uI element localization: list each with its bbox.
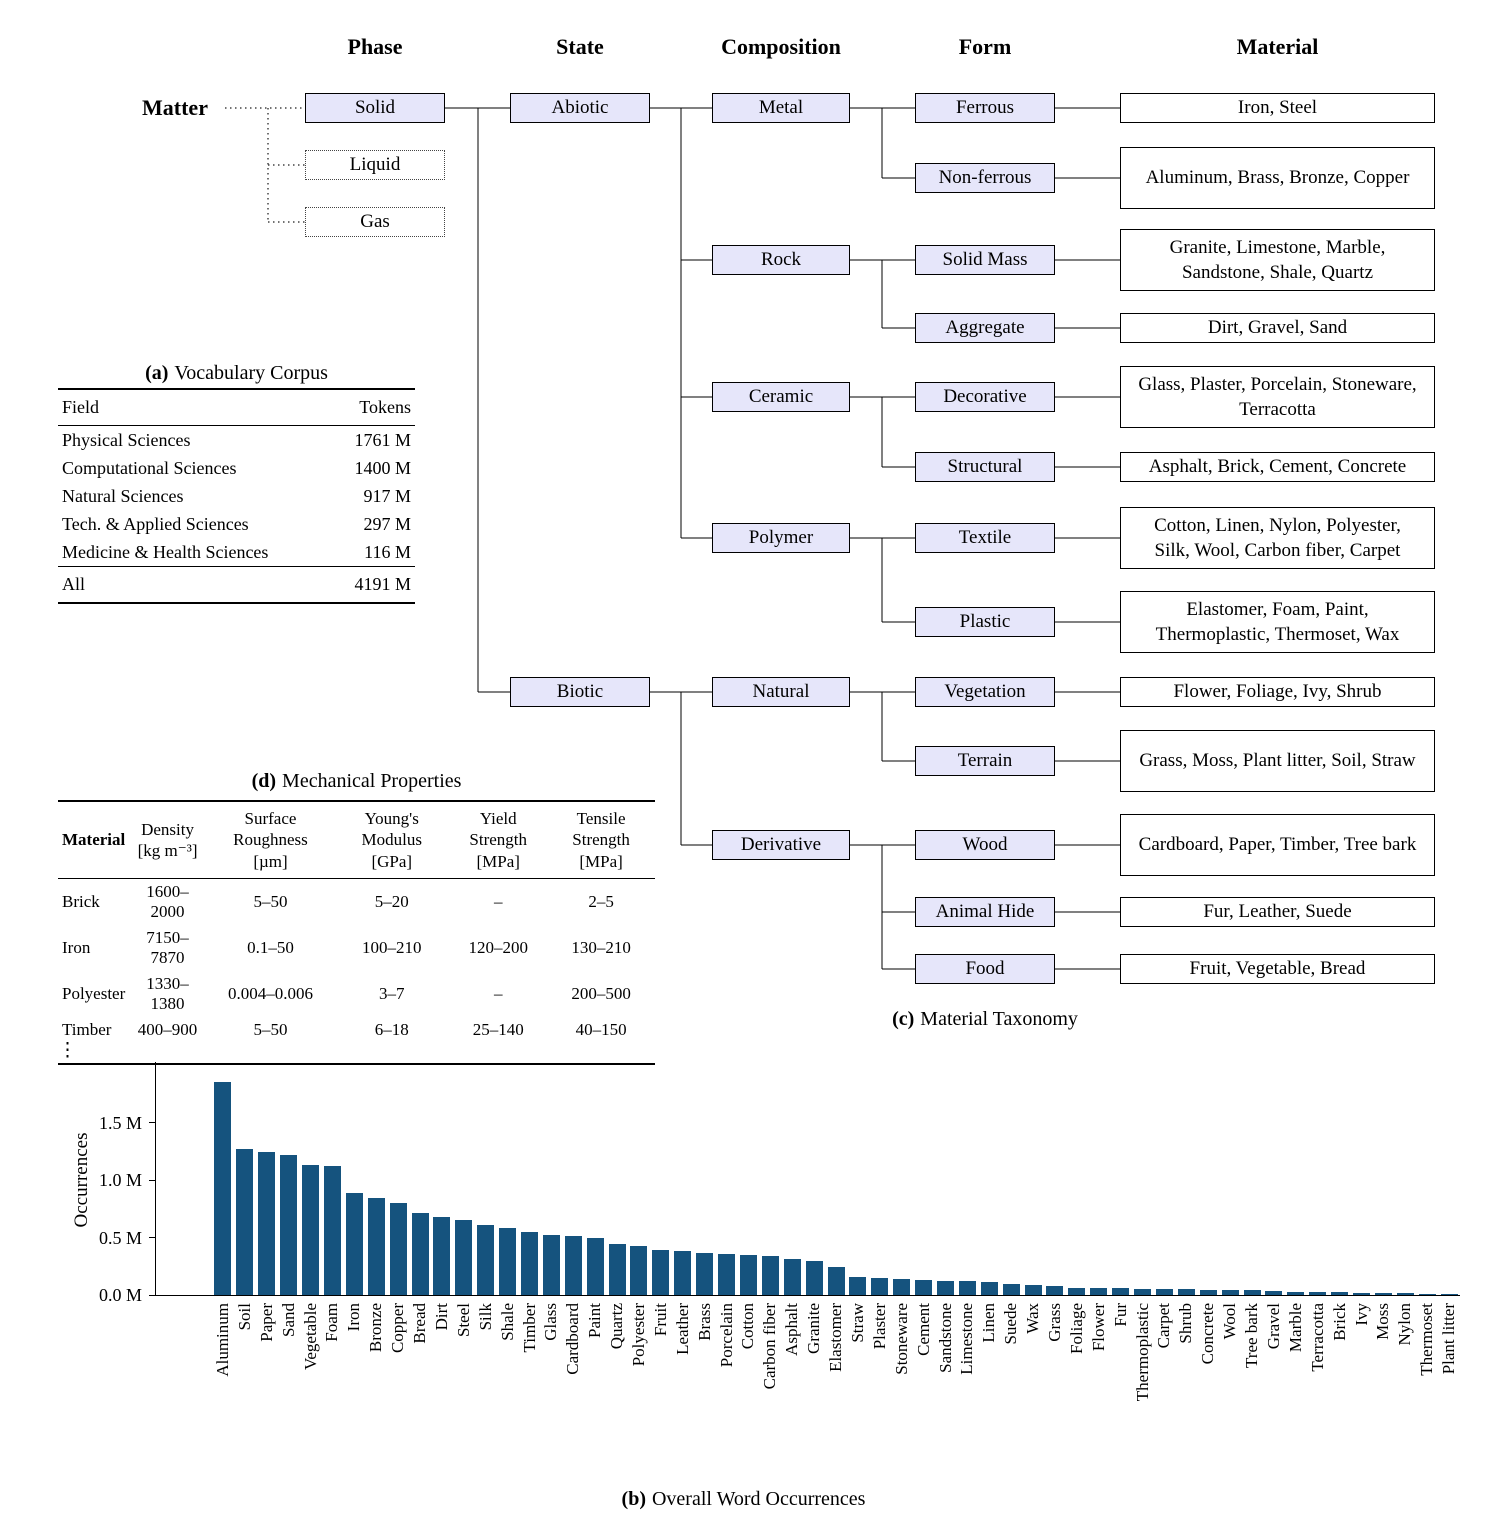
chart-bar: [630, 1246, 647, 1295]
chart-bar-label: Foam: [322, 1303, 342, 1342]
chart-bar: [1309, 1292, 1326, 1295]
chart-bar: [696, 1253, 713, 1296]
node-gas: Gas: [305, 207, 445, 237]
chart-bar-label: Tree bark: [1242, 1303, 1261, 1368]
mech-cell: 5–50: [253, 1019, 288, 1039]
caption-b-text: Overall Word Occurrences: [651, 1488, 866, 1510]
chart-bar: [784, 1259, 801, 1295]
y-tick-label: 1.5 M: [98, 1112, 142, 1133]
node-natural: Natural: [712, 677, 850, 707]
chart-bar: [1287, 1292, 1304, 1295]
mech-ellipsis-row: [58, 1043, 655, 1064]
chart-bar-label: Concrete: [1198, 1303, 1218, 1365]
vocab-row: [58, 510, 415, 538]
chart-bar: [762, 1256, 779, 1295]
node-matter: Matter: [142, 95, 208, 120]
column-header-material: Material: [1236, 34, 1319, 59]
caption-c-text: Material Taxonomy: [920, 1008, 1078, 1030]
materials-structural: Asphalt, Brick, Cement, Concrete: [1120, 452, 1435, 482]
chart-bar-label: Carbon fiber: [760, 1303, 780, 1390]
mech-cell: 0.1–50: [247, 937, 294, 957]
chart-bar: [433, 1217, 450, 1295]
chart-bar-label: Iron: [344, 1303, 364, 1332]
chart-bar: [1265, 1291, 1282, 1295]
materials-ferrous: Iron, Steel: [1120, 93, 1435, 123]
vertical-ellipsis: ⋮: [58, 1039, 77, 1061]
caption-c: [735, 1008, 1235, 1031]
chart-bar: [718, 1254, 735, 1295]
chart-bar-label: Limestone: [957, 1303, 977, 1375]
materials-solid-mass: Granite, Limestone, Marble, Sandstone, Shale, Quartz: [1120, 229, 1435, 291]
chart-bar-label: Elastomer: [826, 1303, 845, 1372]
chart-bar-label: Ivy: [1351, 1303, 1371, 1326]
mech-cell: –: [493, 983, 503, 1003]
y-tick-label: 0.5 M: [98, 1227, 142, 1248]
chart-bar: [346, 1193, 363, 1295]
vocab-row: [58, 538, 415, 567]
chart-bar: [587, 1238, 604, 1296]
chart-bar-label: Copper: [388, 1303, 408, 1354]
node-decorative: Decorative: [915, 382, 1055, 412]
chart-bar: [740, 1255, 757, 1295]
mech-header-row: [58, 801, 655, 878]
chart-bar-label: Wax: [1023, 1303, 1043, 1334]
vocab-col-tokens: Tokens: [359, 397, 411, 417]
materials-wood: Cardboard, Paper, Timber, Tree bark: [1120, 814, 1435, 876]
vocab-col-field: Field: [62, 397, 100, 417]
chart-bar-label: Dirt: [431, 1303, 451, 1331]
chart-bar-label: Cardboard: [563, 1303, 583, 1375]
caption-b: [0, 1488, 1487, 1511]
chart-bar: [1003, 1284, 1020, 1296]
mech-col-header: [58, 801, 128, 878]
chart-bar-label: Flower: [1088, 1303, 1108, 1352]
chart-bar-label: Suede: [1001, 1303, 1021, 1345]
chart-bar: [652, 1250, 669, 1295]
mech-cell: 3–7: [379, 983, 405, 1003]
chart-bar-label: Sandstone: [935, 1303, 955, 1373]
chart-bar-label: Grass: [1044, 1303, 1064, 1342]
caption-a-tag: (a): [145, 362, 169, 384]
column-header-form: Form: [958, 34, 1012, 59]
field-cell: Computational Sciences: [62, 457, 237, 478]
tokens-cell: 297 M: [363, 513, 411, 534]
chart-bar: [1025, 1285, 1042, 1295]
chart-bar: [565, 1236, 582, 1295]
chart-bar: [543, 1235, 560, 1295]
mech-col-header: [207, 801, 334, 878]
mech-cell: 5–50: [253, 891, 288, 911]
chart-bar-label: Terracotta: [1307, 1303, 1327, 1372]
node-textile: Textile: [915, 523, 1055, 553]
chart-bar-label: Porcelain: [716, 1303, 736, 1368]
mech-cell: 40–150: [575, 1019, 627, 1039]
chart-bar-label: Cement: [913, 1303, 933, 1356]
node-wood: Wood: [915, 830, 1055, 860]
chart-bar: [258, 1152, 275, 1295]
mech-table: [58, 800, 655, 1065]
node-non-ferrous: Non-ferrous: [915, 163, 1055, 193]
chart-bar: [1222, 1290, 1239, 1295]
mech-cell: 5–20: [374, 891, 409, 911]
chart-bar: [499, 1228, 516, 1295]
chart-bar: [1112, 1288, 1129, 1295]
mech-cell: Brick: [62, 891, 100, 911]
mech-col-label: Tensile Strength: [572, 809, 630, 850]
chart-bar-label: Paper: [256, 1303, 276, 1342]
caption-a-text: Vocabulary Corpus: [174, 362, 328, 384]
mech-col-unit: [µm]: [253, 851, 288, 871]
mech-cell: 120–200: [468, 937, 528, 957]
materials-terrain: Grass, Moss, Plant litter, Soil, Straw: [1120, 730, 1435, 792]
chart-bar-label: Quartz: [607, 1303, 627, 1350]
mech-col-unit: [MPa]: [476, 851, 520, 871]
chart-bar: [1156, 1289, 1173, 1295]
chart-bar: [1375, 1293, 1392, 1295]
chart-bar-label: Aluminum: [212, 1303, 232, 1377]
y-tick: [149, 1122, 155, 1123]
chart-bar: [871, 1278, 888, 1295]
mech-col-label: Young's Modulus: [361, 809, 422, 850]
y-axis: [155, 1062, 156, 1296]
mech-cell: Polyester: [62, 983, 126, 1003]
chart-bar-label: Carpet: [1154, 1303, 1174, 1349]
y-axis-label: Occurrences: [71, 1132, 92, 1228]
node-ferrous: Ferrous: [915, 93, 1055, 123]
chart-bar-label: Leather: [672, 1303, 692, 1355]
chart-bar: [1178, 1289, 1195, 1295]
mech-col-label: Surface Roughness: [233, 809, 308, 850]
mech-cell: 6–18: [374, 1019, 409, 1039]
node-metal: Metal: [712, 93, 850, 123]
chart-bar-label: Brick: [1329, 1303, 1349, 1341]
chart-bar: [236, 1149, 253, 1295]
mech-cell: 100–210: [362, 937, 422, 957]
chart-bar: [214, 1082, 231, 1295]
chart-bar: [1331, 1292, 1348, 1295]
chart-bar-label: Asphalt: [782, 1303, 802, 1356]
mech-cell: 2–5: [588, 891, 614, 911]
field-cell: All: [62, 574, 86, 594]
chart-bar: [477, 1225, 494, 1295]
chart-bar: [1046, 1286, 1063, 1295]
node-biotic: Biotic: [510, 677, 650, 707]
vocab-row: [58, 426, 415, 455]
y-tick: [149, 1237, 155, 1238]
node-food: Food: [915, 954, 1055, 984]
node-rock: Rock: [712, 245, 850, 275]
materials-animal-hide: Fur, Leather, Suede: [1120, 897, 1435, 927]
mech-cell: 7150–7870: [146, 927, 189, 967]
mech-col-label: Yield Strength: [469, 809, 528, 850]
mech-cell: 0.004–0.006: [227, 983, 313, 1003]
chart-bar: [1134, 1289, 1151, 1295]
chart-bar-label: Thermoplastic: [1132, 1303, 1152, 1402]
chart-bar-label: Marble: [1285, 1303, 1305, 1353]
caption-d: [58, 770, 655, 793]
chart-bar: [1200, 1290, 1217, 1295]
chart-bar-label: Wool: [1220, 1303, 1240, 1340]
column-header-state: State: [556, 34, 604, 59]
chart-bar-label: Foliage: [1066, 1303, 1086, 1354]
chart-bar: [390, 1203, 407, 1295]
chart-bar: [1090, 1288, 1107, 1295]
chart-bar-label: Straw: [847, 1303, 867, 1343]
chart-bar: [521, 1232, 538, 1295]
node-derivative: Derivative: [712, 830, 850, 860]
chart-bar-label: Polyester: [628, 1303, 648, 1367]
vocab-table: [58, 388, 415, 604]
field-cell: Natural Sciences: [62, 485, 184, 506]
mech-row: [58, 878, 655, 925]
chart-bar: [959, 1281, 976, 1295]
chart-bar: [412, 1213, 429, 1295]
chart-bar: [609, 1244, 626, 1295]
chart-bar: [828, 1267, 845, 1295]
tokens-cell: 116 M: [364, 541, 411, 562]
mech-row: [58, 1017, 655, 1043]
mech-row: [58, 925, 655, 971]
node-polymer: Polymer: [712, 523, 850, 553]
chart-bar: [368, 1198, 385, 1295]
vocab-table-body: [58, 426, 415, 604]
chart-bar-label: Glass: [541, 1303, 561, 1341]
chart-bar-label: Brass: [694, 1303, 714, 1341]
chart-bar: [1353, 1293, 1370, 1295]
mech-col-header: [334, 801, 449, 878]
mech-table-body: [58, 878, 655, 1064]
mech-col-label: Density: [141, 819, 194, 839]
chart-bar-label: Paint: [585, 1303, 605, 1338]
chart-bar-label: Nylon: [1395, 1303, 1415, 1346]
chart-bar: [1068, 1288, 1085, 1296]
vocab-row: [58, 454, 415, 482]
chart-bar-label: Linen: [979, 1303, 999, 1343]
vocab-row: [58, 482, 415, 510]
chart-bar-label: Cotton: [738, 1303, 758, 1350]
chart-bar: [1397, 1293, 1414, 1295]
chart-bar-label: Plaster: [869, 1303, 889, 1350]
chart-bar-label: Plant litter: [1439, 1303, 1459, 1375]
materials-non-ferrous: Aluminum, Brass, Bronze, Copper: [1120, 147, 1435, 209]
field-cell: Medicine & Health Sciences: [62, 541, 269, 562]
mech-col-header: [128, 801, 207, 878]
chart-bar-label: Fur: [1110, 1303, 1130, 1327]
materials-food: Fruit, Vegetable, Bread: [1120, 954, 1435, 984]
field-cell: Tech. & Applied Sciences: [62, 513, 249, 534]
chart-bar: [1419, 1294, 1436, 1295]
chart-bar-label: Fruit: [650, 1303, 670, 1337]
mech-cell: Iron: [62, 937, 91, 957]
mech-cell: 25–140: [472, 1019, 524, 1039]
tokens-cell: 1761 M: [354, 429, 411, 450]
node-vegetation: Vegetation: [915, 677, 1055, 707]
chart-bar: [806, 1261, 823, 1296]
chart-bar-label: Granite: [804, 1303, 824, 1354]
mech-col-label: Material: [62, 830, 126, 850]
mech-cell: 400–900: [137, 1019, 198, 1039]
materials-plastic: Elastomer, Foam, Paint, Thermoplastic, Thermoset, Wax: [1120, 591, 1435, 653]
chart-bar: [302, 1165, 319, 1295]
chart-bar: [280, 1155, 297, 1295]
node-structural: Structural: [915, 452, 1055, 482]
chart-bar: [915, 1280, 932, 1295]
tokens-cell: 4191 M: [354, 574, 411, 594]
mech-col-header: [547, 801, 655, 878]
mech-col-header: [449, 801, 547, 878]
y-tick: [149, 1295, 155, 1296]
node-aggregate: Aggregate: [915, 313, 1055, 343]
chart-bar: [981, 1282, 998, 1295]
y-tick-label: 0.0 M: [98, 1285, 142, 1305]
caption-b-tag: (b): [621, 1488, 646, 1510]
node-liquid: Liquid: [305, 150, 445, 180]
chart-bar-label: Steel: [453, 1303, 473, 1337]
node-solid-mass: Solid Mass: [915, 245, 1055, 275]
chart-bar-label: Thermoset: [1417, 1303, 1437, 1376]
chart-bar-label: Stoneware: [891, 1303, 911, 1375]
chart-bar-label: Shrub: [1176, 1303, 1196, 1344]
chart-bar-label: Vegetable: [300, 1303, 320, 1371]
vocab-total-row: [58, 567, 415, 604]
caption-d-text: Mechanical Properties: [282, 770, 462, 792]
mech-cell: 1600–2000: [146, 881, 189, 921]
vocab-header-row: [58, 389, 415, 426]
chart-bar-label: Timber: [519, 1303, 539, 1353]
materials-vegetation: Flower, Foliage, Ivy, Shrub: [1120, 677, 1435, 707]
mech-row: [58, 971, 655, 1017]
mech-cell: 1330–1380: [146, 973, 189, 1013]
chart-bar: [674, 1251, 691, 1295]
chart-bar-label: Bronze: [366, 1303, 386, 1353]
chart-bar: [324, 1166, 341, 1295]
node-ceramic: Ceramic: [712, 382, 850, 412]
chart-bar-label: Bread: [410, 1303, 429, 1344]
materials-decorative: Glass, Plaster, Porcelain, Stoneware, Terracotta: [1120, 366, 1435, 428]
chart-bar: [1441, 1294, 1458, 1295]
node-abiotic: Abiotic: [510, 93, 650, 123]
mech-cell: Timber: [62, 1019, 112, 1039]
chart-bar-label: Silk: [475, 1303, 495, 1331]
caption-c-tag: (c): [892, 1008, 915, 1030]
field-cell: Physical Sciences: [62, 429, 191, 450]
node-solid: Solid: [305, 93, 445, 123]
column-header-phase: Phase: [347, 34, 403, 59]
mech-col-unit: [GPa]: [371, 851, 413, 871]
chart-bar: [849, 1277, 866, 1295]
column-header-composition: Composition: [721, 34, 841, 59]
tokens-cell: 1400 M: [354, 457, 411, 478]
chart-bar-label: Soil: [234, 1303, 254, 1331]
materials-aggregate: Dirt, Gravel, Sand: [1120, 313, 1435, 343]
chart-bar: [937, 1281, 954, 1295]
mech-cell: 130–210: [571, 937, 631, 957]
chart-bar-label: Sand: [278, 1303, 298, 1337]
mech-col-unit: [kg m⁻³]: [137, 840, 198, 860]
y-tick: [149, 1180, 155, 1181]
chart-bar-label: Moss: [1373, 1303, 1393, 1340]
caption-a: [58, 362, 415, 385]
chart-bar-label: Shale: [497, 1303, 517, 1341]
node-terrain: Terrain: [915, 746, 1055, 776]
y-tick-label: 1.0 M: [98, 1170, 142, 1190]
mech-cell: –: [493, 891, 503, 911]
tokens-cell: 917 M: [363, 485, 411, 506]
chart-bar-label: Gravel: [1263, 1303, 1283, 1350]
mech-cell: 200–500: [571, 983, 631, 1003]
caption-d-tag: (d): [251, 770, 277, 792]
chart-bar: [1244, 1290, 1261, 1295]
chart-bar: [455, 1220, 472, 1295]
x-axis: [155, 1295, 1460, 1296]
chart-bar: [893, 1279, 910, 1295]
materials-textile: Cotton, Linen, Nylon, Polyester, Silk, Wool, Carbon fiber, Carpet: [1120, 507, 1435, 569]
node-plastic: Plastic: [915, 607, 1055, 637]
node-animal-hide: Animal Hide: [915, 897, 1055, 927]
mech-col-unit: [MPa]: [579, 851, 623, 871]
